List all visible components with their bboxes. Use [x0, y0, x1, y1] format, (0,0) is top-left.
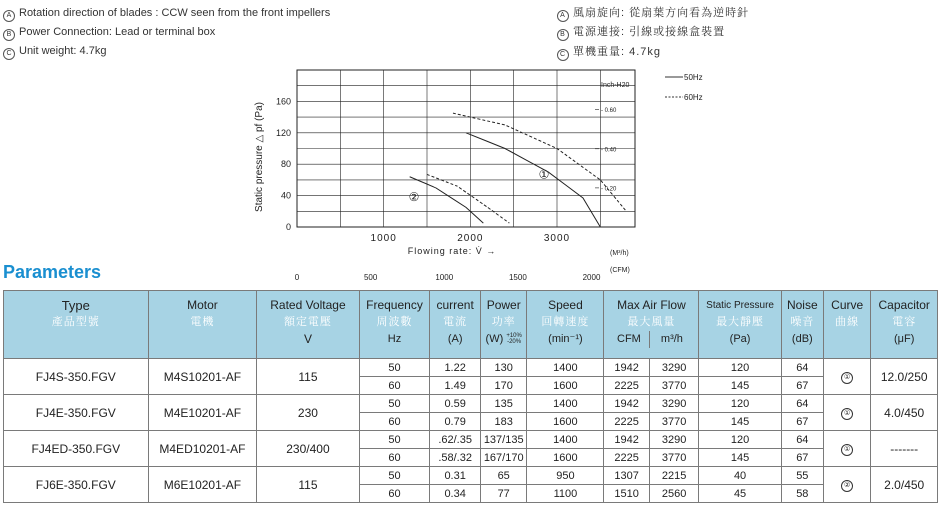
cell-hz: 60 [359, 485, 430, 503]
col-pressure-unit: (Pa) [729, 333, 751, 345]
col-current-en: current [436, 298, 474, 312]
cell-capacitor: 4.0/450 [871, 395, 938, 431]
x-tick-label: 3000 [543, 233, 571, 244]
legend-50hz-label: 50Hz [684, 73, 703, 82]
cell-hz: 60 [359, 449, 430, 467]
col-power-tol-minus: -20% [507, 339, 522, 346]
col-curve-en: Curve [831, 298, 864, 312]
note-unit-weight-cn-text: 單機重量: 4.7kg [573, 46, 662, 58]
col-power-tolerance [506, 333, 522, 345]
cell-speed: 1600 [527, 377, 604, 395]
y2-tick-label: - 0.60 [601, 108, 617, 115]
note-rotation [3, 7, 330, 22]
cell-voltage: 115 [257, 467, 359, 503]
cell-capacitor: 2.0/450 [871, 467, 938, 503]
y-tick-label: 0 [285, 222, 291, 232]
cell-type: FJ4ED-350.FGV [4, 431, 149, 467]
cell-cfm: 1942 [604, 359, 649, 377]
cell-hz: 50 [359, 467, 430, 485]
cell-pressure: 145 [699, 377, 781, 395]
curve-circle-icon: ① [841, 408, 853, 420]
cell-speed: 950 [527, 467, 604, 485]
col-airflow-cn: 最大風量 [627, 316, 676, 328]
col-airflow-en: Max Air Flow [617, 298, 686, 312]
cell-curve [823, 395, 870, 431]
cell-noise: 67 [781, 413, 823, 431]
curve-2-50hz-line [410, 177, 484, 223]
note-power-connection-cn [557, 26, 725, 41]
col-capacitor-cn: 電容 [892, 316, 917, 328]
cell-current: 1.49 [430, 377, 481, 395]
cell-current: 0.79 [430, 413, 481, 431]
col-type-en: Type [61, 298, 90, 313]
col-power-cn: 功率 [491, 316, 516, 328]
cell-capacitor: ------- [871, 431, 938, 467]
x2-axis-unit: (CFM) [610, 267, 630, 274]
circled-b-icon: B [3, 29, 15, 41]
cell-m3h: 3290 [649, 395, 699, 413]
col-frequency-cn: 周波數 [376, 316, 413, 328]
col-pressure-en: Static Pressure [706, 300, 774, 311]
col-noise-en: Noise [786, 298, 818, 312]
cell-noise: 58 [781, 485, 823, 503]
col-power-header [480, 291, 526, 359]
col-pressure-header [699, 291, 781, 359]
parameters-table [3, 290, 938, 503]
cell-current: 0.31 [430, 467, 481, 485]
cell-cfm: 2225 [604, 377, 649, 395]
cell-voltage: 115 [257, 359, 359, 395]
col-frequency-en: Frequency [366, 298, 423, 312]
x2-tick-label: 1500 [508, 273, 527, 282]
col-airflow-unit-cfm: CFM [617, 333, 641, 345]
col-speed-cn: 回轉速度 [541, 316, 590, 328]
legend-60hz-label: 60Hz [684, 93, 703, 102]
note-power-connection-text: Power Connection: Lead or terminal box [19, 26, 216, 38]
cell-hz: 50 [359, 359, 430, 377]
col-frequency-header [359, 291, 430, 359]
curve-circle-icon: ① [841, 372, 853, 384]
y-axis-label: Static pressure △ pf (Pa) [254, 102, 265, 212]
circled-c-icon: C [557, 49, 569, 61]
cell-type: FJ4E-350.FGV [4, 395, 149, 431]
cell-motor: M4ED10201-AF [148, 431, 257, 467]
col-voltage-en: Rated Voltage [270, 298, 346, 312]
circled-a-icon: A [3, 10, 15, 22]
col-current-cn: 電流 [443, 316, 468, 328]
col-airflow-header [604, 291, 699, 359]
col-curve-cn: 曲線 [835, 316, 860, 328]
col-airflow-unit-m3h: m³/h [649, 331, 694, 348]
y2-tick-label: - 0.40 [601, 147, 617, 154]
col-noise-cn: 噪音 [790, 316, 815, 328]
x2-tick-label: 0 [294, 273, 300, 282]
cell-speed: 1400 [527, 359, 604, 377]
y-tick-label: 40 [280, 190, 291, 201]
x-tick-label: 2000 [457, 233, 484, 244]
cell-motor: M6E10201-AF [148, 467, 257, 503]
col-type-cn: 產品型號 [51, 316, 100, 328]
table-row [4, 395, 938, 413]
cell-cfm: 1942 [604, 431, 649, 449]
col-airflow-units [604, 331, 698, 348]
cell-power: 130 [480, 359, 526, 377]
col-type-header [4, 291, 149, 359]
cell-type: FJ4S-350.FGV [4, 359, 149, 395]
cell-m3h: 3770 [649, 377, 699, 395]
x2-tick-label: 2000 [582, 273, 601, 282]
cell-pressure: 145 [699, 449, 781, 467]
cell-hz: 50 [359, 395, 430, 413]
note-rotation-cn [557, 7, 749, 22]
cell-hz: 60 [359, 377, 430, 395]
cell-speed: 1600 [527, 413, 604, 431]
cell-speed: 1400 [527, 395, 604, 413]
cell-motor: M4E10201-AF [148, 395, 257, 431]
col-speed-unit: (min⁻¹) [548, 333, 583, 345]
table-row [4, 359, 938, 377]
cell-speed: 1100 [527, 485, 604, 503]
col-motor-cn: 電機 [190, 316, 215, 328]
cell-noise: 64 [781, 431, 823, 449]
x-axis-label: Flowing rate: V̇ → [407, 246, 497, 256]
cell-current: 1.22 [430, 359, 481, 377]
col-noise-unit: (dB) [791, 333, 813, 345]
note-unit-weight-cn [557, 46, 661, 61]
col-capacitor-unit: (μF) [894, 333, 915, 345]
x2-tick-label: 500 [363, 273, 378, 282]
performance-curve-chart [240, 62, 720, 287]
chart-legend [665, 73, 703, 102]
col-capacitor-en: Capacitor [878, 298, 930, 312]
col-current-header [430, 291, 481, 359]
cell-current: 0.59 [430, 395, 481, 413]
y-tick-label: 80 [280, 159, 291, 170]
cell-speed: 1400 [527, 431, 604, 449]
cell-speed: 1600 [527, 449, 604, 467]
cell-pressure: 40 [699, 467, 781, 485]
note-power-connection-cn-text: 電源連接: 引線或接線盒裝置 [573, 26, 726, 38]
cell-capacitor: 12.0/250 [871, 359, 938, 395]
cell-cfm: 1510 [604, 485, 649, 503]
cell-power: 170 [480, 377, 526, 395]
col-power-unit-wrap [481, 331, 526, 348]
curve-circle-icon: ① [841, 444, 853, 456]
col-current-unit: (A) [447, 333, 463, 345]
circled-b-icon: B [557, 29, 569, 41]
cell-power: 135 [480, 395, 526, 413]
col-pressure-cn: 最大靜壓 [716, 316, 765, 328]
col-curve-header [823, 291, 870, 359]
cell-noise: 55 [781, 467, 823, 485]
cell-noise: 64 [781, 395, 823, 413]
cell-m3h: 2215 [649, 467, 699, 485]
cell-noise: 67 [781, 449, 823, 467]
cell-power: 65 [480, 467, 526, 485]
col-motor-header [148, 291, 257, 359]
cell-voltage: 230 [257, 395, 359, 431]
col-noise-header [781, 291, 823, 359]
cell-power: 77 [480, 485, 526, 503]
cell-m3h: 3290 [649, 359, 699, 377]
cell-m3h: 3770 [649, 449, 699, 467]
col-voltage-header [257, 291, 359, 359]
col-voltage-unit: V [303, 332, 312, 346]
chart-series [409, 113, 627, 227]
y2-tick-label: - 0.20 [601, 186, 617, 193]
curve-2-label: ② [408, 190, 420, 205]
cell-power: 167/170 [480, 449, 526, 467]
cell-current: .62/.35 [430, 431, 481, 449]
circled-c-icon: C [3, 48, 15, 60]
note-power-connection [3, 26, 215, 41]
cell-pressure: 45 [699, 485, 781, 503]
col-frequency-unit: Hz [387, 333, 402, 345]
col-power-tol-plus: +10% [506, 333, 522, 340]
note-unit-weight-text: Unit weight: 4.7kg [19, 45, 107, 57]
cell-m3h: 3770 [649, 413, 699, 431]
circled-a-icon: A [557, 10, 569, 22]
cell-hz: 60 [359, 413, 430, 431]
x-tick-label: 1000 [370, 233, 397, 244]
cell-power: 137/135 [480, 431, 526, 449]
cell-current: 0.34 [430, 485, 481, 503]
note-rotation-text: Rotation direction of blades : CCW seen from the front impellers [19, 7, 331, 19]
col-capacitor-header [871, 291, 938, 359]
col-speed-header [527, 291, 604, 359]
curve-circle-icon: ② [841, 480, 853, 492]
col-motor-en: Motor [187, 298, 218, 312]
cell-current: .58/.32 [430, 449, 481, 467]
parameters-title: Parameters [3, 262, 102, 282]
curve-2-60hz-line [427, 174, 509, 223]
cell-cfm: 2225 [604, 449, 649, 467]
cell-pressure: 145 [699, 413, 781, 431]
cell-cfm: 1307 [604, 467, 649, 485]
curve-1-label: ① [538, 167, 550, 182]
cell-voltage: 230/400 [257, 431, 359, 467]
cell-curve [823, 467, 870, 503]
cell-m3h: 3290 [649, 431, 699, 449]
cell-pressure: 120 [699, 431, 781, 449]
y-tick-label: 120 [275, 127, 291, 138]
cell-hz: 50 [359, 431, 430, 449]
x2-tick-label: 1000 [435, 273, 454, 282]
note-unit-weight [3, 45, 106, 60]
cell-curve [823, 359, 870, 395]
cell-pressure: 120 [699, 395, 781, 413]
y2-axis-unit: Inch-H20 [601, 82, 630, 89]
cell-noise: 67 [781, 377, 823, 395]
table-row [4, 431, 938, 449]
cell-curve [823, 431, 870, 467]
header-row [4, 291, 938, 359]
y-tick-label: 160 [275, 96, 291, 107]
cell-cfm: 2225 [604, 413, 649, 431]
cell-pressure: 120 [699, 359, 781, 377]
note-rotation-cn-text: 風扇旋向: 從扇葉方向看為逆時針 [573, 7, 750, 19]
chart-grid [297, 70, 635, 227]
col-power-en: Power [486, 298, 521, 312]
cell-type: FJ6E-350.FGV [4, 467, 149, 503]
x-axis-unit: (M³/h) [610, 250, 629, 257]
cell-m3h: 2560 [649, 485, 699, 503]
col-power-unit: (W) [485, 333, 504, 345]
col-voltage-cn: 額定電壓 [283, 316, 332, 328]
cell-power: 183 [480, 413, 526, 431]
col-speed-en: Speed [548, 298, 583, 312]
cell-cfm: 1942 [604, 395, 649, 413]
cell-motor: M4S10201-AF [148, 359, 257, 395]
table-row [4, 467, 938, 485]
cell-noise: 64 [781, 359, 823, 377]
